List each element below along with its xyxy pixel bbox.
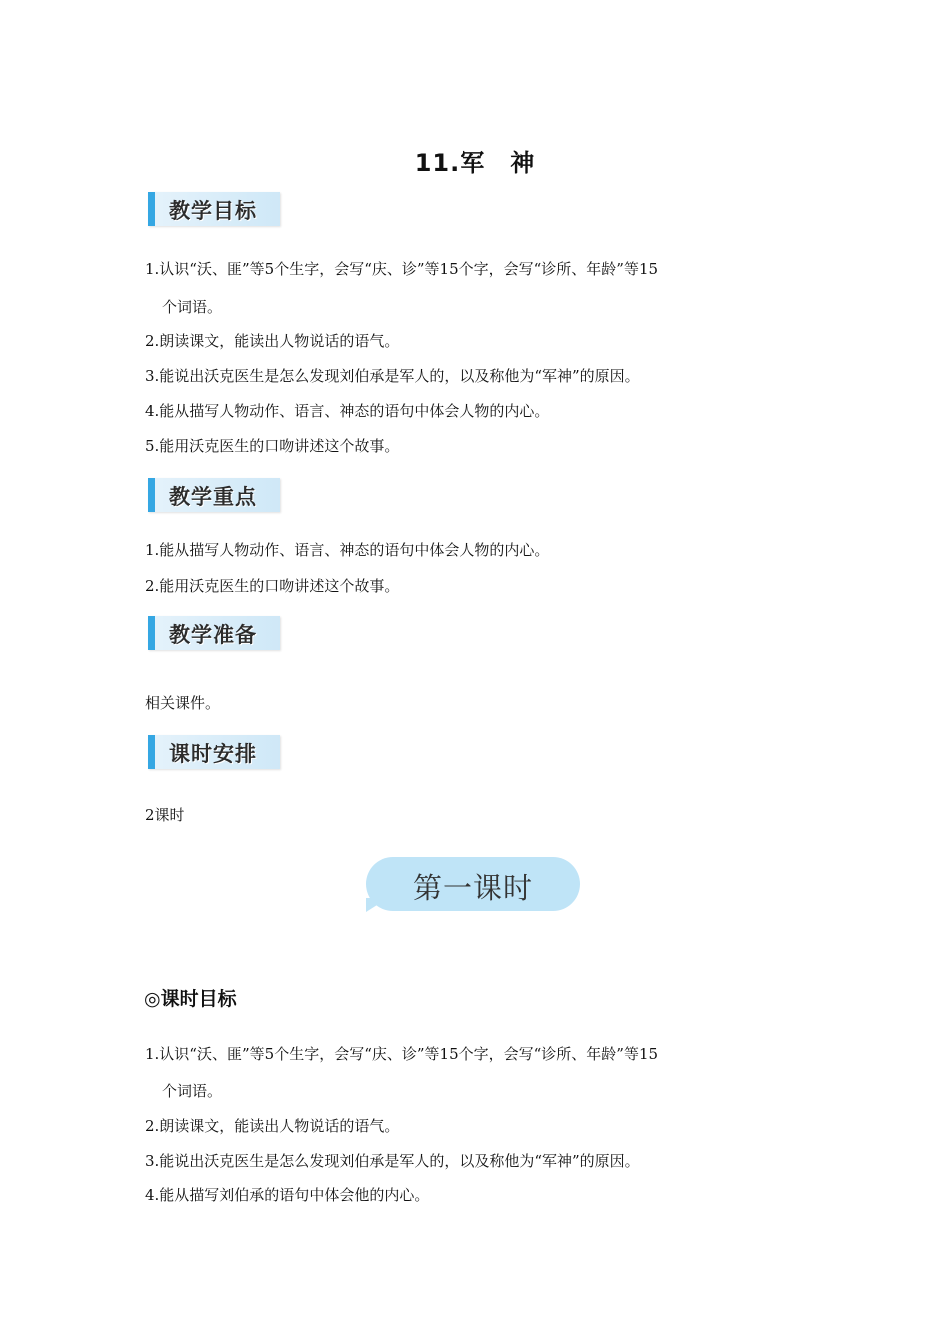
lesson-goal-line: 1.认识“沃、匪”等5个生字，会写“庆、诊”等15个字，会写“诊所、年龄”等15 <box>145 1045 659 1063</box>
key-point-line: 2.能用沃克医生的口吻讲述这个故事。 <box>145 577 400 595</box>
schedule-text: 2课时 <box>145 806 185 824</box>
section-tag-label: 课时安排 <box>169 741 257 766</box>
goal-line: 个词语。 <box>162 298 223 316</box>
section-tag-label: 教学重点 <box>169 484 257 509</box>
goal-line: 3.能说出沃克医生是怎么发现刘伯承是军人的，以及称他为“军神”的原因。 <box>145 367 640 385</box>
goal-line: 4.能从描写人物动作、语言、神态的语句中体会人物的内心。 <box>145 402 550 420</box>
lesson-goal-line: 个词语。 <box>162 1082 223 1100</box>
lesson-goals-heading: ◎课时目标 <box>144 988 237 1010</box>
section-tag-schedule <box>148 735 280 769</box>
key-point-line: 1.能从描写人物动作、语言、神态的语句中体会人物的内心。 <box>145 541 550 559</box>
goal-line: 1.认识“沃、匪”等5个生字，会写“庆、诊”等15个字，会写“诊所、年龄”等15 <box>145 260 659 278</box>
goal-line: 5.能用沃克医生的口吻讲述这个故事。 <box>145 437 400 455</box>
section-tag-key-points <box>148 478 280 512</box>
lesson-title: 11.军 神 <box>414 149 536 177</box>
lesson-goal-line: 4.能从描写刘伯承的语句中体会他的内心。 <box>145 1186 430 1204</box>
preparation-text: 相关课件。 <box>145 694 221 712</box>
section-tag-label: 教学目标 <box>169 198 257 223</box>
section-tag-goals <box>148 192 280 226</box>
section-tag-preparation <box>148 616 280 650</box>
section-tag-label: 教学准备 <box>169 622 257 647</box>
lesson-goal-line: 2.朗读课文，能读出人物说话的语气。 <box>145 1117 400 1135</box>
lesson-bubble-label: 第一课时 <box>412 871 533 905</box>
lesson-goal-line: 3.能说出沃克医生是怎么发现刘伯承是军人的，以及称他为“军神”的原因。 <box>145 1152 640 1170</box>
lesson-bubble <box>366 857 580 911</box>
goal-line: 2.朗读课文，能读出人物说话的语气。 <box>145 332 400 350</box>
